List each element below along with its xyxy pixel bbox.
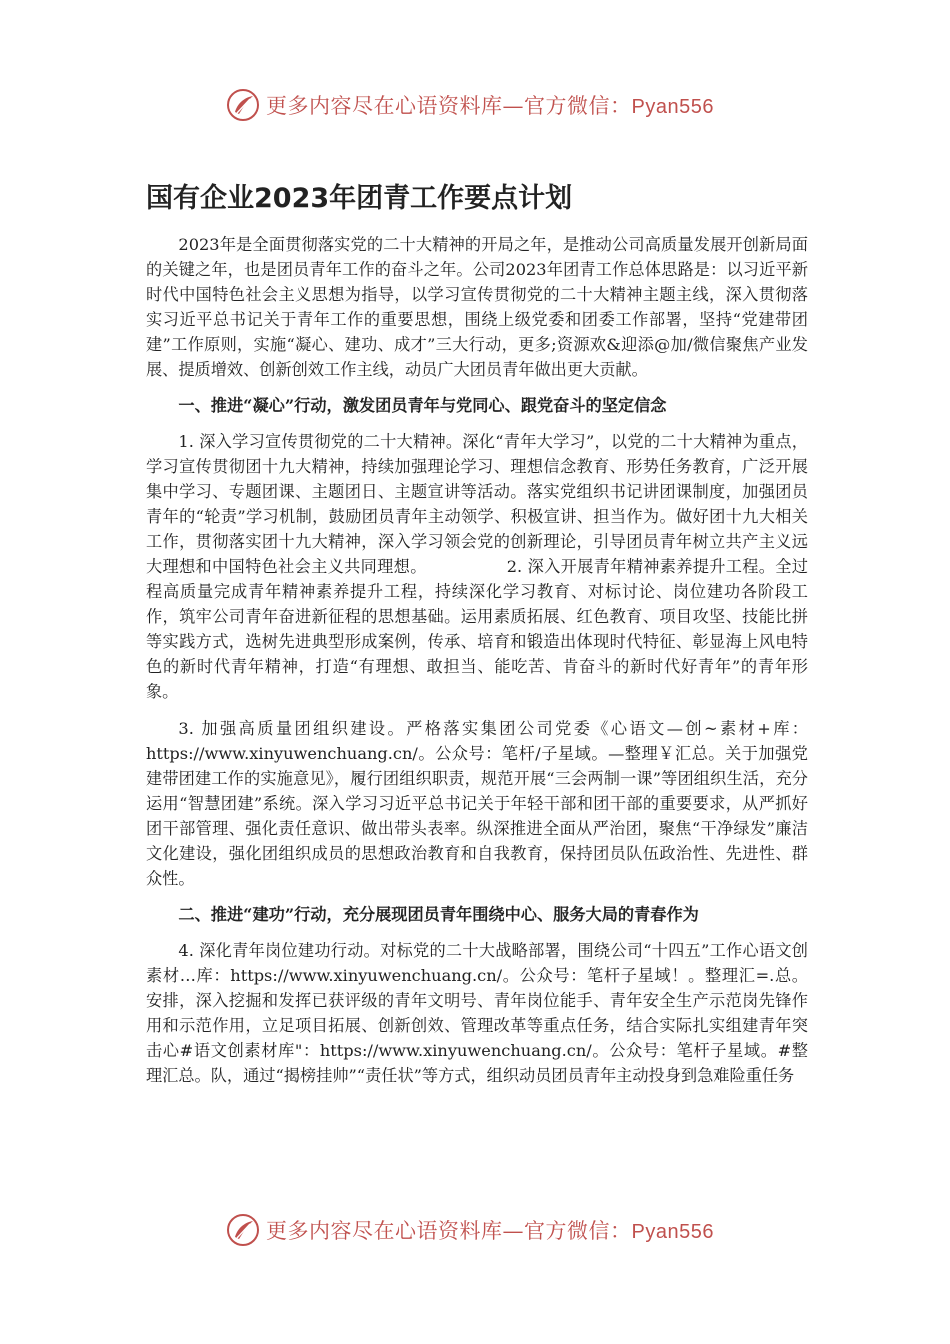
section-heading-1: 一、推进“凝心”行动，激发团员青年与党同心、跟党奋斗的坚定信念	[178, 396, 667, 415]
document-title: 国有企业2023年团青工作要点计划	[146, 183, 573, 214]
banner-wechat-id: Pyan556	[631, 1221, 714, 1243]
section-heading-2: 二、推进“建功”行动，充分展现团员青年围绕中心、服务大局的青春作为	[178, 905, 699, 924]
logo-icon	[226, 88, 260, 122]
item-2: 2. 深入开展青年精神素养提升工程。全过程高质量完成青年精神素养提升工程，持续深化学习教育、对标讨论、岗位建功各阶段工作，筑牢公司青年奋进新征程的思想基础。运用素质拓展、红色教育、项目攻坚、技能比拼等实践方式，选树先进典型形成案例，传承、培育和锻造出体现时代特征、彰显海上风电特色的新时代青年精神，打造“有理想、敢担当、能吃苦、肯奋斗的新时代好青年”的青年形象。	[146, 557, 808, 701]
document-body	[146, 232, 808, 1088]
logo-icon	[226, 1213, 260, 1247]
header-banner	[226, 87, 714, 123]
item-paragraph-1-2	[146, 429, 808, 704]
item-1: 1. 深入学习宣传贯彻党的二十大精神。深化“青年大学习”，以党的二十大精神为重点，学习宣传贯彻团十九大精神，持续加强理论学习、理想信念教育、形势任务教育，广泛开展集中学习、专题团课、主题团日、主题宣讲等活动。落实党组织书记讲团课制度，加强团员青年的“轮责”学习机制，鼓励团员青年主动领学、积极宣讲、担当作为。做好团十九大相关工作，贯彻落实团十九大精神，深入学习领会党的创新理论，引导团员青年树立共产主义远大理想和中国特色社会主义共同理想。	[146, 432, 808, 576]
item-paragraph-3: 3. 加强高质量团组织建设。严格落实集团公司党委《心语文—创~素材+库：https://www.xinyuwenchuang.cn/。公众号：笔杆/子星域。—整理￥汇总。关于加强党建带团建工作的实施意见》，履行团组织职责，规范开展“三会两制一课”等团组织生活，充分运用“智慧团建”系统。深入学习习近平总书记关于年轻干部和团干部的重要要求，从严抓好团干部管理、强化责任意识、做出带头表率。纵深推进全面从严治团，聚焦“干净绿发”廉洁文化建设，强化团组织成员的思想政治教育和自我教育，保持团员队伍政治性、先进性、群众性。	[146, 719, 808, 888]
intro-paragraph: 2023年是全面贯彻落实党的二十大精神的开局之年，是推动公司高质量发展开创新局面的关键之年，也是团员青年工作的奋斗之年。公司2023年团青工作总体思路是：以习近平新时代中国特色社会主义思想为指导，以学习宣传贯彻党的二十大精神主题主线，深入贯彻落实习近平总书记关于青年工作的重要思想，围绕上级党委和团委工作部署，坚持“党建带团建”工作原则，实施“凝心、建功、成才”三大行动，更多;资源欢&迎添@加/微信聚焦产业发展、提质增效、创新创效工作主线，动员广大团员青年做出更大贡献。	[146, 235, 808, 379]
banner-text: 更多内容尽在心语资料库—官方微信：	[266, 1219, 632, 1243]
banner-text: 更多内容尽在心语资料库—官方微信：	[266, 94, 632, 118]
footer-banner	[226, 1212, 714, 1248]
banner-wechat-id: Pyan556	[631, 96, 714, 118]
item-paragraph-4: 4. 深化青年岗位建功行动。对标党的二十大战略部署，围绕公司“十四五”工作心语文创素材…库：https://www.xinyuwenchuang.cn/。公众号：笔杆子星域！。整理汇=.总。安排，深入挖掘和发挥已获评级的青年文明号、青年岗位能手、青年安全生产示范岗先锋作用和示范作用，立足项目拓展、创新创效、管理改革等重点任务，结合实际扎实组建青年突击心#语文创素材库"：https://www.xinyuwenchuang.cn/。公众号：笔杆子星域。#整理汇总。队，通过“揭榜挂帅”“责任状”等方式，组织动员团员青年主动投身到急难险重任务	[146, 941, 808, 1085]
